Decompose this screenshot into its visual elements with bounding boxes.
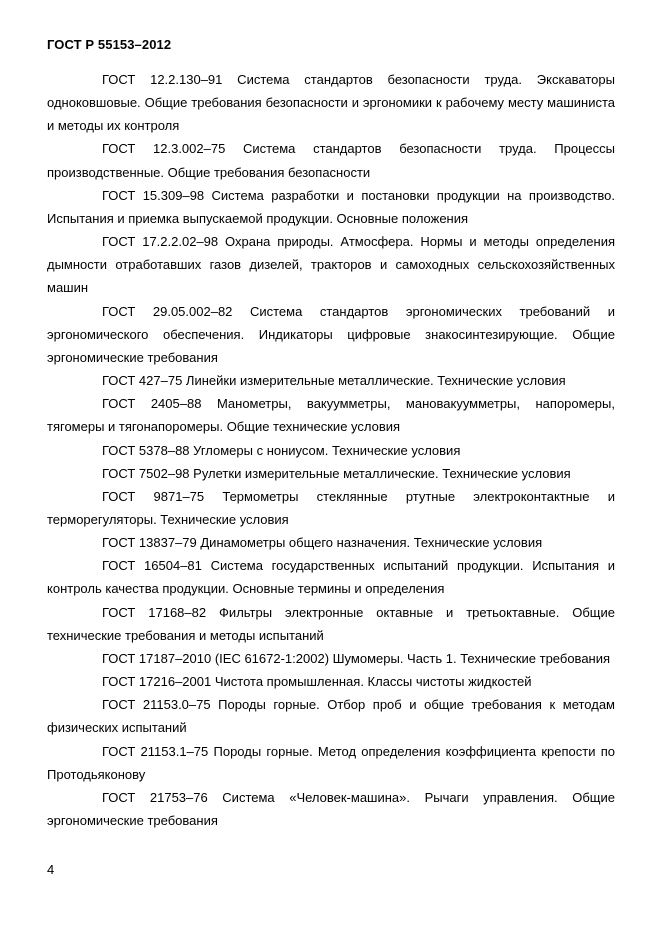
list-item: ГОСТ 13837–79 Динамометры общего назначения. Технические условия [102,535,543,551]
list-item: ГОСТ 17187–2010 (IEC 61672-1:2002) Шумомеры. Часть 1. Технические требования [102,650,611,666]
page-number: 4 [47,862,55,877]
list-item: ГОСТ 12.2.130–91 Система стандартов безопасности труда. Экскаваторы одноковшовые. Общие требования безопасности и эргономики к рабочему месту машиниста и методы их контроля [47,72,615,134]
list-item: ГОСТ 29.05.002–82 Система стандартов эргономических требований и эргономического обеспечения. Индикаторы цифровые знакосинтезирующие. Общие эргономические требования [47,303,615,365]
list-item: ГОСТ 427–75 Линейки измерительные металлические. Технические условия [102,373,566,389]
list-item: ГОСТ 16504–81 Система государственных испытаний продукции. Испытания и контроль качества продукции. Основные термины и определения [47,558,615,597]
list-item: ГОСТ 15.309–98 Система разработки и постановки продукции на производство. Испытания и приемка выпускаемой продукции. Основные положения [47,187,615,226]
list-item: ГОСТ 21153.0–75 Породы горные. Отбор проб и общие требования к методам физических испытаний [47,697,615,736]
list-item: ГОСТ 17168–82 Фильтры электронные октавные и третьоктавные. Общие технические требования и методы испытаний [47,604,615,643]
list-item: ГОСТ 21153.1–75 Породы горные. Метод определения коэффициента крепости по Протодьяконову [47,743,615,782]
list-item: ГОСТ 9871–75 Термометры стеклянные ртутные электроконтактные и терморегуляторы. Технические условия [47,488,615,527]
list-item: ГОСТ 5378–88 Угломеры с нониусом. Технические условия [102,442,461,458]
list-item: ГОСТ 2405–88 Манометры, вакуумметры, мановакуумметры, напоромеры, тягомеры и тягонапоромеры. Общие технические условия [47,396,615,435]
list-item: ГОСТ 17216–2001 Чистота промышленная. Классы чистоты жидкостей [102,674,532,690]
standards-list [47,68,615,832]
document-title: ГОСТ Р 55153–2012 [47,37,172,52]
list-item: ГОСТ 12.3.002–75 Система стандартов безопасности труда. Процессы производственные. Общие требования безопасности [47,141,615,180]
list-item: ГОСТ 21753–76 Система «Человек-машина». Рычаги управления. Общие эргономические требования [47,789,615,828]
list-item: ГОСТ 17.2.2.02–98 Охрана природы. Атмосфера. Нормы и методы определения дымности отработавших газов дизелей, тракторов и самоходных сельскохозяйственных машин [47,234,615,296]
list-item: ГОСТ 7502–98 Рулетки измерительные металлические. Технические условия [102,465,571,481]
